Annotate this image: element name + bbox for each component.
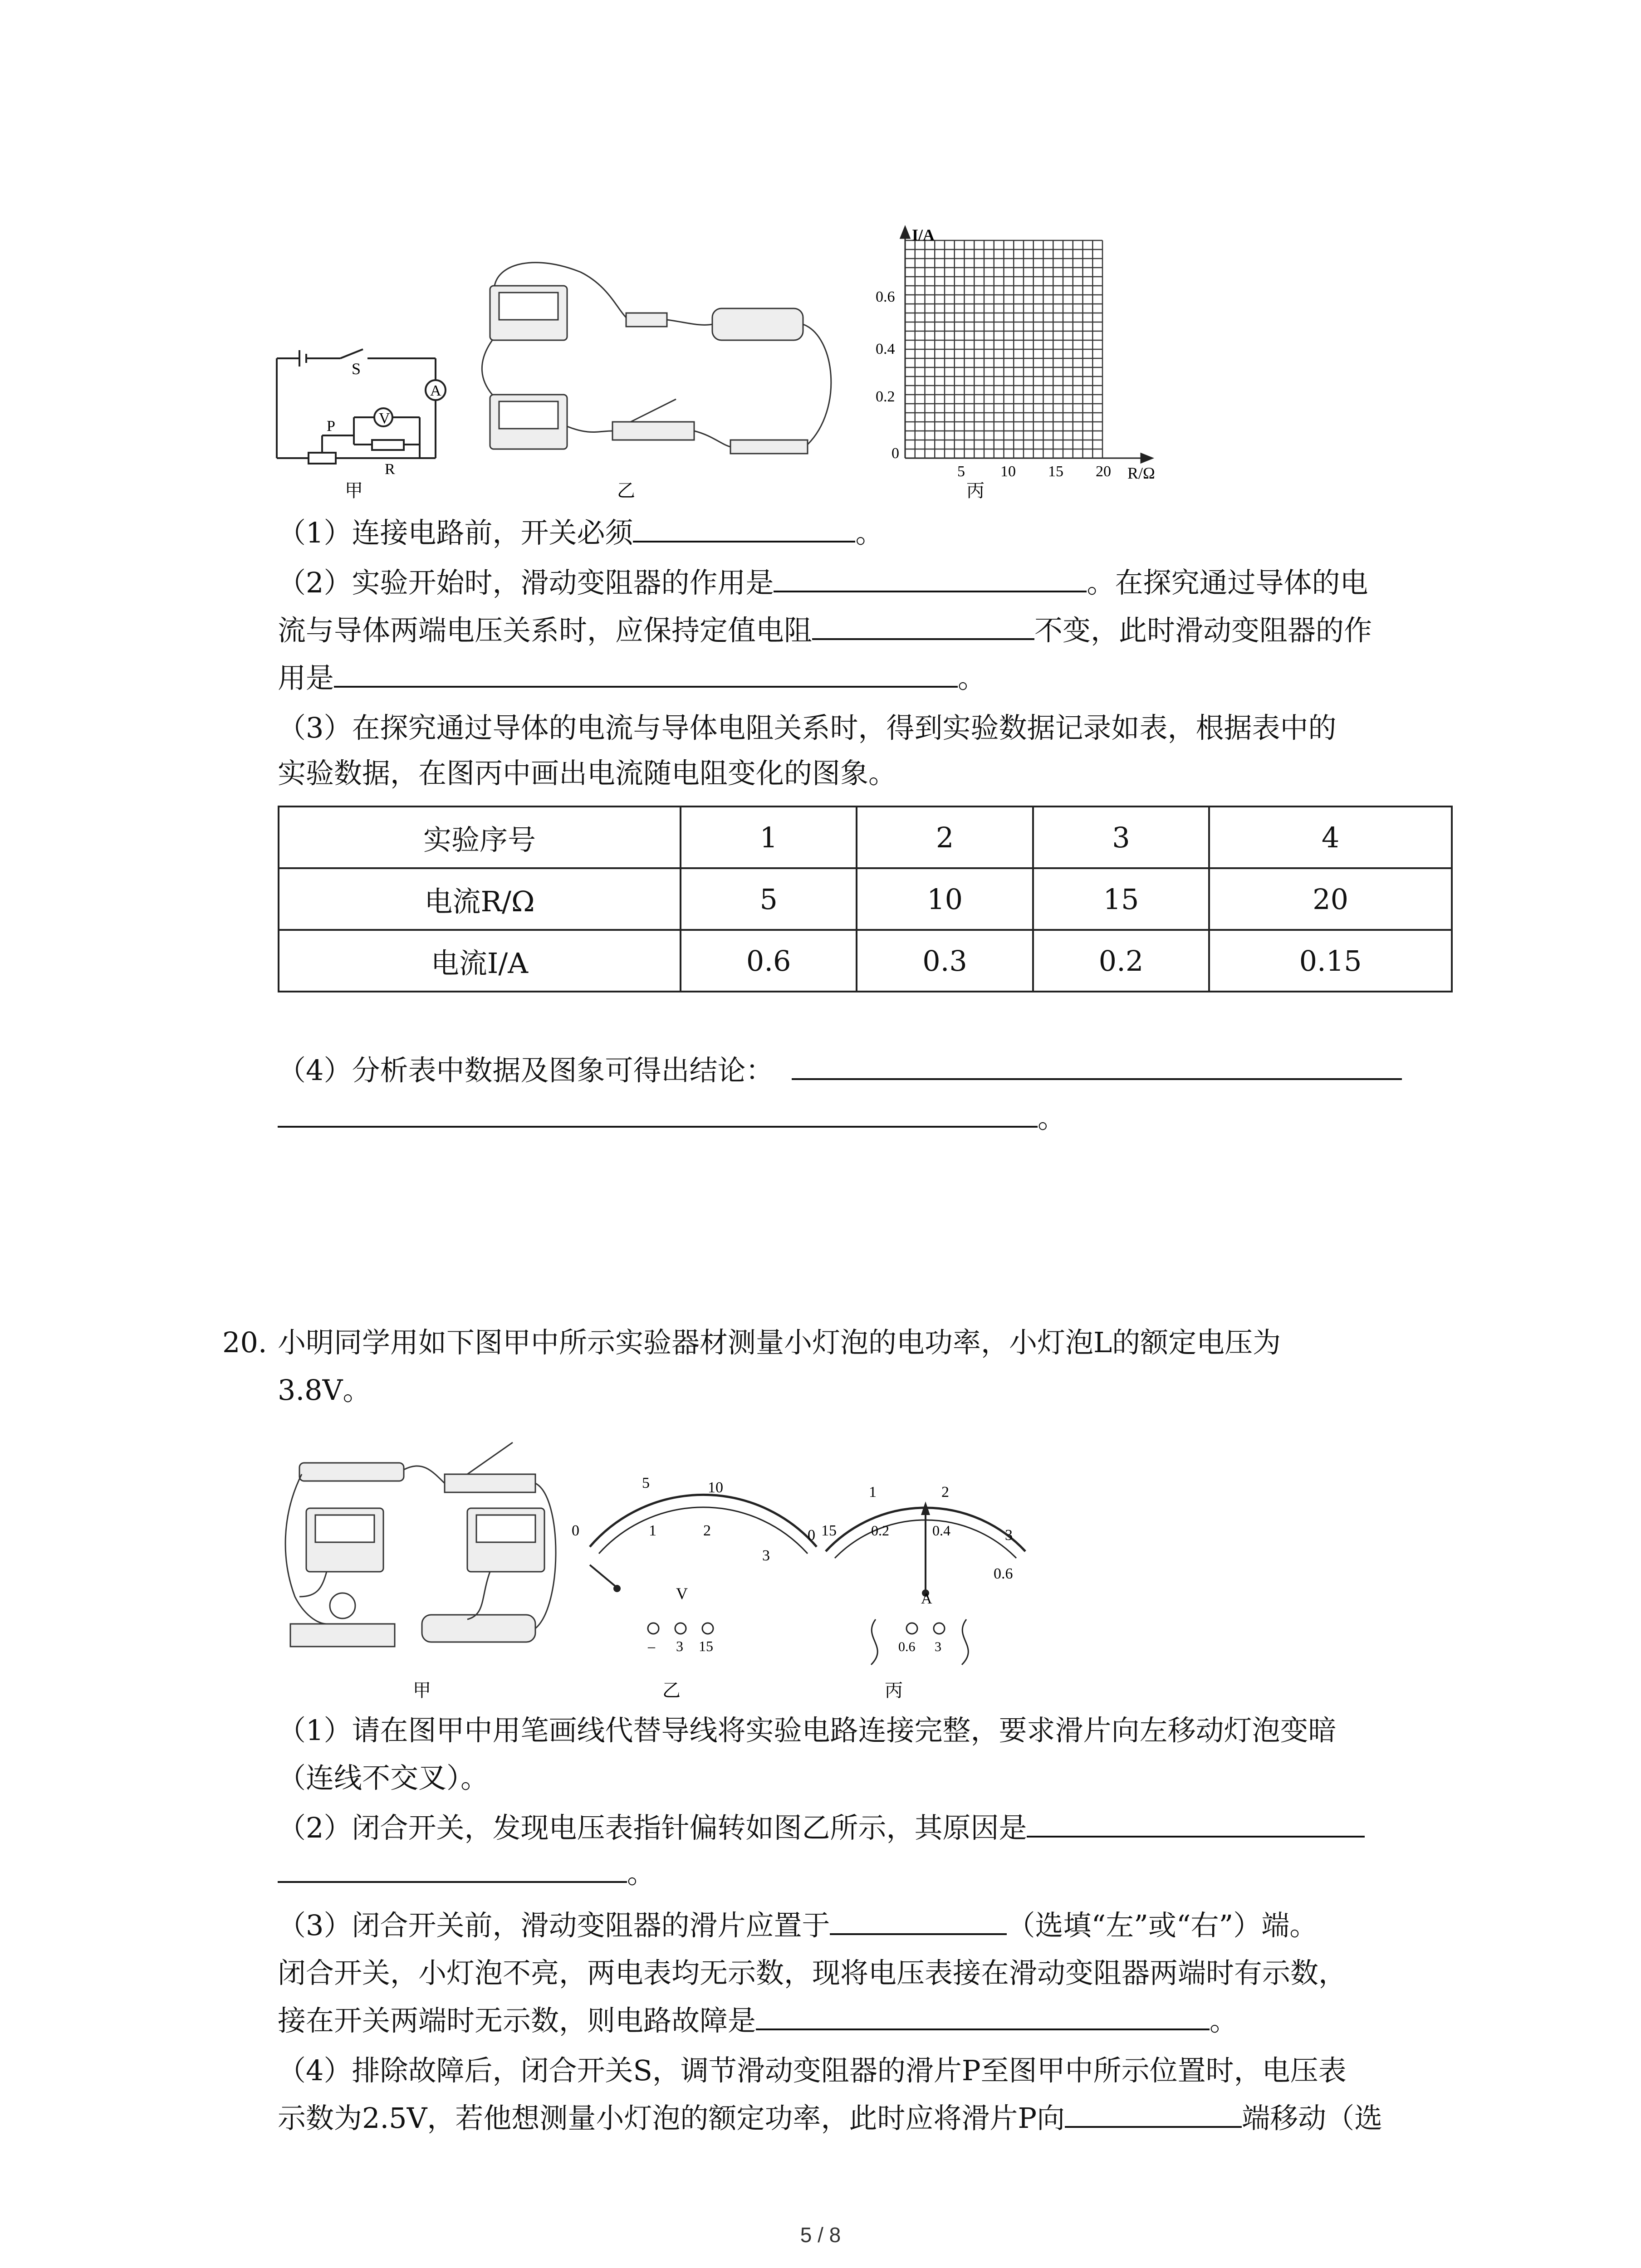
- y-axis-label: I/A: [912, 226, 935, 244]
- q20-part3-line2: 闭合开关，小灯泡不亮，两电表均无示数，现将电压表接在滑动变阻器两端时有示数，: [278, 1956, 1347, 1989]
- graph-grid-bing: [901, 227, 1152, 463]
- table-row: [279, 930, 1452, 992]
- ammeter-tick-0: 0: [808, 1527, 815, 1544]
- figure-1-svg: [263, 218, 1216, 508]
- q20-stem-line2: 3.8V。: [278, 1374, 371, 1407]
- q19-part3-line2: 实验数据，在图丙中画出电流随电阻变化的图象。: [278, 757, 897, 790]
- table-cell: 2: [857, 807, 1033, 868]
- voltmeter-tick-15: 15: [821, 1522, 837, 1539]
- figure-2: [272, 1424, 1089, 1706]
- question-number: 20.: [222, 1326, 267, 1359]
- q20-part4-line2: 示数为2.5V，若他想测量小灯泡的额定功率，此时应将滑片P向 端移动（选: [278, 2098, 1382, 2139]
- q19-part1: （1）连接电路前，开关必须 。: [278, 513, 883, 553]
- table-row: [279, 868, 1452, 930]
- table-cell: 5: [681, 868, 857, 930]
- ammeter-terminal-3: 3: [935, 1639, 941, 1654]
- q19-part4-line1: （4）分析表中数据及图象可得出结论：: [278, 1050, 1402, 1091]
- voltmeter-tick-3: 3: [762, 1547, 770, 1564]
- figure-2-svg: [272, 1424, 1089, 1706]
- label-A: A: [430, 382, 441, 399]
- y-tick-0.6: 0.6: [876, 288, 895, 305]
- x-tick-10: 10: [1000, 463, 1016, 480]
- q20-stem-line1: 20. 小明同学用如下图甲中所示实验器材测量小灯泡的电功率，小灯泡L的额定电压为: [222, 1322, 1281, 1363]
- voltmeter-tick-2: 2: [703, 1522, 711, 1539]
- q20-part3-line1: （3）闭合开关前，滑动变阻器的滑片应置于 （选填“左”或“右”）端。: [278, 1905, 1318, 1946]
- q20-part1-line1: （1）请在图甲中用笔画线代替导线将实验电路连接完整，要求滑片向左移动灯泡变暗: [278, 1714, 1337, 1747]
- blank-q20-3b[interactable]: [756, 2000, 1210, 2030]
- q19-part4-line2: 。: [278, 1098, 1066, 1139]
- table-cell: 1: [681, 807, 857, 868]
- q20-part3-line3: 接在开关两端时无示数，则电路故障是 。: [278, 2000, 1238, 2041]
- table-cell: 4: [1209, 807, 1452, 868]
- table-cell: 电流R/Ω: [279, 868, 681, 930]
- table-cell: 0.15: [1209, 930, 1452, 992]
- caption-jia: 甲: [345, 480, 363, 501]
- x-tick-15: 15: [1048, 463, 1063, 480]
- ammeter-tick-1: 1: [869, 1484, 877, 1501]
- ammeter-tick-2: 2: [941, 1484, 949, 1501]
- q20-part2-line2: 。: [278, 1853, 655, 1894]
- blank-q19-4a[interactable]: [792, 1050, 1402, 1080]
- voltmeter-terminal-minus: –: [648, 1638, 655, 1654]
- q20-part2-line1: （2）闭合开关，发现电压表指针偏转如图乙所示，其原因是: [278, 1808, 1365, 1848]
- table-cell: 电流I/A: [279, 930, 681, 992]
- origin-label: 0: [892, 445, 899, 462]
- graph-grid-lines: [905, 240, 1102, 458]
- blank-q20-2a[interactable]: [1027, 1808, 1365, 1838]
- ammeter-letter: A: [921, 1590, 932, 1607]
- voltmeter-tick-0: 0: [572, 1522, 579, 1539]
- caption-jia-2: 甲: [413, 1680, 431, 1701]
- blank-q19-2a[interactable]: [774, 562, 1087, 592]
- table-cell: 3: [1033, 807, 1209, 868]
- blank-q19-1[interactable]: [633, 513, 855, 543]
- figure-1: [263, 218, 1216, 508]
- voltmeter-tick-5: 5: [642, 1475, 650, 1491]
- table-cell: 0.6: [681, 930, 857, 992]
- blank-q19-2b[interactable]: [812, 610, 1034, 640]
- voltmeter-terminal-3: 3: [676, 1638, 683, 1654]
- circuit-diagram-jia: [277, 349, 446, 464]
- blank-q20-2b[interactable]: [278, 1853, 627, 1883]
- blank-q19-2c[interactable]: [334, 658, 958, 688]
- table-cell: 0.2: [1033, 930, 1209, 992]
- table-cell: 20: [1209, 868, 1452, 930]
- blank-q20-4a[interactable]: [1065, 2098, 1242, 2128]
- table-cell: 实验序号: [279, 807, 681, 868]
- blank-q20-3a[interactable]: [830, 1905, 1007, 1935]
- ammeter-tick-0.4: 0.4: [932, 1522, 950, 1539]
- caption-bing: 丙: [966, 480, 985, 501]
- voltmeter-letter: V: [676, 1584, 688, 1603]
- q20-part1-line2: （连线不交叉）。: [278, 1761, 489, 1794]
- label-P: P: [327, 418, 335, 435]
- table-row: [279, 807, 1452, 868]
- ammeter-tick-0.6: 0.6: [994, 1565, 1013, 1582]
- apparatus-drawing-jia: [290, 1442, 544, 1647]
- table-cell: 15: [1033, 868, 1209, 930]
- voltmeter-tick-1: 1: [649, 1522, 656, 1539]
- ammeter-terminal-0.6: 0.6: [898, 1639, 916, 1654]
- q20-part4-line1: （4）排除故障后，闭合开关S，调节滑动变阻器的滑片P至图甲中所示位置时，电压表: [278, 2054, 1347, 2087]
- voltmeter-tick-10: 10: [708, 1479, 723, 1496]
- caption-yi-2: 乙: [662, 1680, 681, 1701]
- y-tick-0.2: 0.2: [876, 388, 895, 405]
- table-cell: 0.3: [857, 930, 1033, 992]
- page-number: 5 / 8: [800, 2223, 841, 2247]
- ammeter-dial: [826, 1501, 1025, 1665]
- q19-part3-line1: （3）在探究通过导体的电流与导体电阻关系时，得到实验数据记录如表，根据表中的: [278, 711, 1337, 744]
- q19-data-table: [278, 806, 1453, 992]
- voltmeter-terminal-15: 15: [699, 1638, 713, 1654]
- voltmeter-dial: [590, 1495, 817, 1634]
- caption-yi: 乙: [617, 480, 635, 501]
- label-S: S: [352, 360, 361, 378]
- apparatus-drawing-yi: [490, 286, 808, 454]
- label-R: R: [385, 461, 395, 478]
- label-V: V: [379, 410, 390, 427]
- y-tick-0.4: 0.4: [876, 341, 895, 357]
- x-tick-5: 5: [957, 463, 965, 480]
- x-tick-20: 20: [1096, 463, 1111, 480]
- ammeter-tick-0.2: 0.2: [871, 1522, 889, 1539]
- blank-q19-4b[interactable]: [278, 1098, 1038, 1128]
- q19-part2-line2: 流与导体两端电压关系时，应保持定值电阻 不变，此时滑动变阻器的作: [278, 610, 1372, 651]
- q19-part2-line3: 用是 。: [278, 658, 986, 699]
- x-axis-label: R/Ω: [1127, 464, 1155, 482]
- ammeter-tick-3: 3: [1005, 1527, 1013, 1544]
- caption-bing-2: 丙: [885, 1680, 903, 1701]
- table-cell: 10: [857, 868, 1033, 930]
- q19-part2-line1: （2）实验开始时，滑动变阻器的作用是 。在探究通过导体的电: [278, 562, 1368, 603]
